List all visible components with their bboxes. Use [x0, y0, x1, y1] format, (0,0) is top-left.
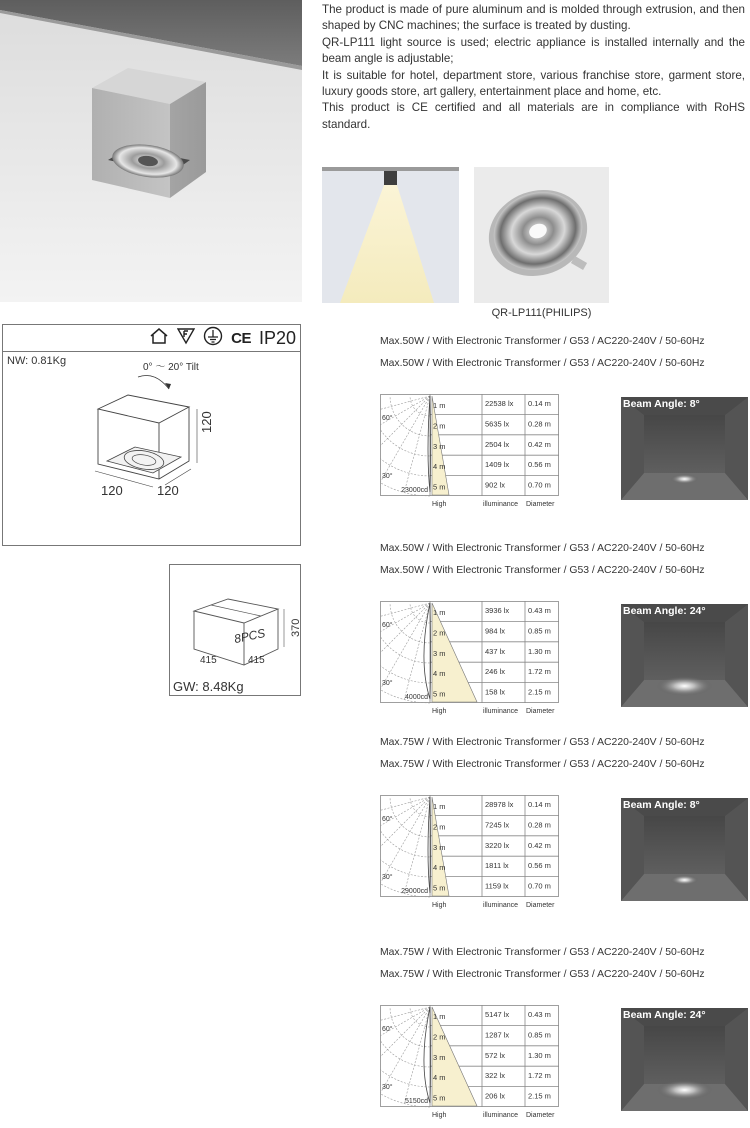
diameter-value: 0.14 m: [528, 800, 551, 809]
description-line: It is suitable for hotel, department store, various franchise store, garment store, luxury goods store, art gallery, entertainment place and home, etc.: [322, 68, 745, 99]
dimension-drawing: [83, 369, 233, 499]
distance-label: 1 m: [433, 608, 446, 617]
photometric-diagram: [380, 394, 559, 509]
ip-rating: IP20: [258, 327, 296, 348]
product-photo: [0, 0, 302, 302]
photometric-diagram: [380, 795, 559, 910]
peak-intensity: 29000cd: [401, 888, 428, 895]
illuminance-header: illuminance: [483, 902, 519, 909]
illuminance-value: 206 lx: [485, 1091, 506, 1101]
spec-line: Max.75W / With Electronic Transformer / G53 / AC220-240V / 50-60Hz: [380, 947, 705, 958]
lamp-caption: QR-LP111(PHILIPS): [491, 307, 592, 319]
illuminance-value: 158 lx: [485, 687, 506, 697]
diameter-value: 0.56 m: [528, 861, 551, 871]
diameter-header: Diameter: [526, 1112, 555, 1119]
diameter-value: 0.70 m: [528, 881, 551, 891]
distance-label: 3 m: [433, 648, 446, 658]
angle-30-label: 30°: [382, 680, 393, 687]
tilt-range: 0° ～ 20° Tilt: [143, 362, 199, 373]
gross-weight: GW: 8.48Kg: [173, 679, 244, 694]
spec-box: [2, 324, 301, 546]
package-height: 370: [290, 618, 302, 637]
diameter-value: 2.15 m: [528, 1091, 551, 1101]
diameter-header: Diameter: [526, 902, 555, 909]
distance-label: 1 m: [433, 1012, 446, 1021]
package-depth: 415: [248, 655, 265, 666]
high-label: High: [432, 501, 447, 508]
diameter-value: 0.42 m: [528, 840, 551, 850]
polar-grid: [380, 1007, 430, 1107]
intensity-curve: [424, 603, 431, 699]
distance-label: 2 m: [433, 421, 446, 431]
beam-angle-label: Beam Angle: 8°: [623, 398, 700, 410]
light-spot: [657, 1080, 713, 1100]
intensity-curve: [428, 396, 430, 492]
distance-label: 1 m: [433, 802, 446, 811]
diameter-value: 1.72 m: [528, 1071, 551, 1081]
illuminance-value: 1159 lx: [485, 881, 509, 891]
illuminance-value: 7245 lx: [485, 820, 510, 830]
distance-label: 3 m: [433, 1052, 446, 1062]
description-line: QR-LP111 light source is used; electric appliance is installed internally and the beam angle is adjustable;: [322, 35, 745, 66]
polar-grid: [380, 396, 430, 496]
high-label: High: [432, 1112, 447, 1119]
diameter-value: 0.43 m: [528, 1010, 551, 1019]
high-label: High: [432, 708, 447, 715]
illuminance-header: illuminance: [483, 501, 519, 508]
diameter-value: 0.85 m: [528, 1030, 551, 1040]
angle-30-label: 30°: [382, 473, 393, 480]
distance-label: 4 m: [433, 669, 446, 679]
spotlight-illustration: [322, 167, 459, 303]
peak-intensity: 23000cd: [401, 487, 428, 494]
package-box: [169, 564, 301, 696]
diameter-value: 2.15 m: [528, 687, 551, 697]
certification-icons: [149, 327, 296, 349]
description-line: The product is made of pure aluminum and is molded through extrusion, and then shaped by CNC machines; the surface is treated by dusting.: [322, 3, 745, 33]
distance-label: 5 m: [433, 883, 446, 893]
ce-mark: CE: [231, 329, 251, 347]
distance-label: 2 m: [433, 822, 446, 832]
polar-grid: [380, 603, 430, 703]
diameter-value: 1.30 m: [528, 1050, 551, 1060]
lamp-photo: [474, 167, 609, 303]
package-count: 8PCS: [232, 625, 267, 647]
f-mark-icon: [177, 327, 195, 350]
illuminance-value: 5147 lx: [485, 1010, 510, 1019]
peak-intensity: 4000cd: [405, 694, 428, 701]
illuminance-value: 437 lx: [485, 646, 506, 656]
diameter-header: Diameter: [526, 501, 555, 508]
angle-30-label: 30°: [382, 874, 393, 881]
illuminance-value: 902 lx: [485, 480, 506, 490]
dim-height: 120: [199, 411, 214, 433]
diameter-value: 0.28 m: [528, 419, 551, 429]
angle-60-label: 60°: [382, 1026, 393, 1033]
diameter-value: 0.28 m: [528, 820, 551, 830]
beam-angle-render: [621, 397, 748, 500]
distance-label: 3 m: [433, 842, 446, 852]
net-weight: NW: 0.81Kg: [7, 355, 67, 367]
illuminance-value: 1811 lx: [485, 861, 509, 871]
distance-label: 2 m: [433, 1032, 446, 1042]
light-spot: [657, 676, 713, 696]
illuminance-value: 3936 lx: [485, 606, 510, 615]
light-spot: [671, 875, 699, 885]
diameter-value: 0.56 m: [528, 460, 551, 470]
beam-angle-label: Beam Angle: 24°: [623, 605, 706, 617]
photometric-diagram: [380, 601, 559, 716]
distance-label: 3 m: [433, 441, 446, 451]
description-line: This product is CE certified and all materials are in compliance with RoHS standard.: [322, 101, 745, 131]
distance-label: 4 m: [433, 462, 446, 472]
illuminance-header: illuminance: [483, 708, 519, 715]
peak-intensity: 5150cd: [405, 1098, 428, 1105]
diameter-header: Diameter: [526, 708, 555, 715]
intensity-curve: [428, 797, 430, 893]
light-spot: [671, 474, 699, 484]
spec-line: Max.75W / With Electronic Transformer / G53 / AC220-240V / 50-60Hz: [380, 969, 705, 980]
illuminance-value: 2504 lx: [485, 439, 510, 449]
indoor-house-icon: [149, 327, 169, 350]
diameter-value: 0.85 m: [528, 626, 551, 636]
spec-line: Max.50W / With Electronic Transformer / G53 / AC220-240V / 50-60Hz: [380, 543, 705, 554]
illuminance-value: 28978 lx: [485, 800, 514, 809]
diameter-value: 1.30 m: [528, 646, 551, 656]
illuminance-value: 322 lx: [485, 1071, 506, 1081]
beam-angle-label: Beam Angle: 8°: [623, 799, 700, 811]
polar-grid: [380, 797, 430, 897]
beam-angle-label: Beam Angle: 24°: [623, 1009, 706, 1021]
product-description: [322, 2, 745, 133]
illuminance-value: 22538 lx: [485, 399, 514, 408]
illuminance-value: 1287 lx: [485, 1030, 510, 1040]
high-label: High: [432, 902, 447, 909]
spec-line: Max.50W / With Electronic Transformer / G53 / AC220-240V / 50-60Hz: [380, 358, 705, 369]
spec-line: Max.50W / With Electronic Transformer / G53 / AC220-240V / 50-60Hz: [380, 565, 705, 576]
spec-line: Max.50W / With Electronic Transformer / G53 / AC220-240V / 50-60Hz: [380, 336, 705, 347]
diameter-value: 0.43 m: [528, 606, 551, 615]
angle-60-label: 60°: [382, 622, 393, 629]
earth-ground-icon: [203, 326, 223, 351]
distance-label: 4 m: [433, 1073, 446, 1083]
distance-label: 5 m: [433, 482, 446, 492]
illuminance-value: 3220 lx: [485, 840, 510, 850]
spec-line: Max.75W / With Electronic Transformer / G53 / AC220-240V / 50-60Hz: [380, 759, 705, 770]
photometric-diagram: [380, 1005, 559, 1120]
dim-width: 120: [101, 483, 123, 498]
illuminance-value: 572 lx: [485, 1050, 506, 1060]
distance-label: 1 m: [433, 401, 446, 410]
illuminance-header: illuminance: [483, 1112, 519, 1119]
diameter-value: 0.14 m: [528, 399, 551, 408]
distance-label: 5 m: [433, 1093, 446, 1103]
spec-line: Max.75W / With Electronic Transformer / G53 / AC220-240V / 50-60Hz: [380, 737, 705, 748]
beam-angle-render: [621, 1008, 748, 1111]
divider: [3, 351, 300, 352]
package-width: 415: [200, 655, 217, 666]
beam-angle-render: [621, 798, 748, 901]
distance-label: 5 m: [433, 689, 446, 699]
distance-label: 4 m: [433, 863, 446, 873]
angle-60-label: 60°: [382, 816, 393, 823]
distance-label: 2 m: [433, 628, 446, 638]
beam-angle-render: [621, 604, 748, 707]
illuminance-value: 1409 lx: [485, 460, 510, 470]
diameter-value: 1.72 m: [528, 667, 551, 677]
angle-60-label: 60°: [382, 415, 393, 422]
illuminance-value: 246 lx: [485, 667, 506, 677]
illuminance-value: 5635 lx: [485, 419, 510, 429]
diameter-value: 0.42 m: [528, 439, 551, 449]
diameter-value: 0.70 m: [528, 480, 551, 490]
intensity-curve: [424, 1007, 431, 1103]
dim-depth: 120: [157, 483, 179, 498]
angle-30-label: 30°: [382, 1084, 393, 1091]
illuminance-value: 984 lx: [485, 626, 506, 636]
